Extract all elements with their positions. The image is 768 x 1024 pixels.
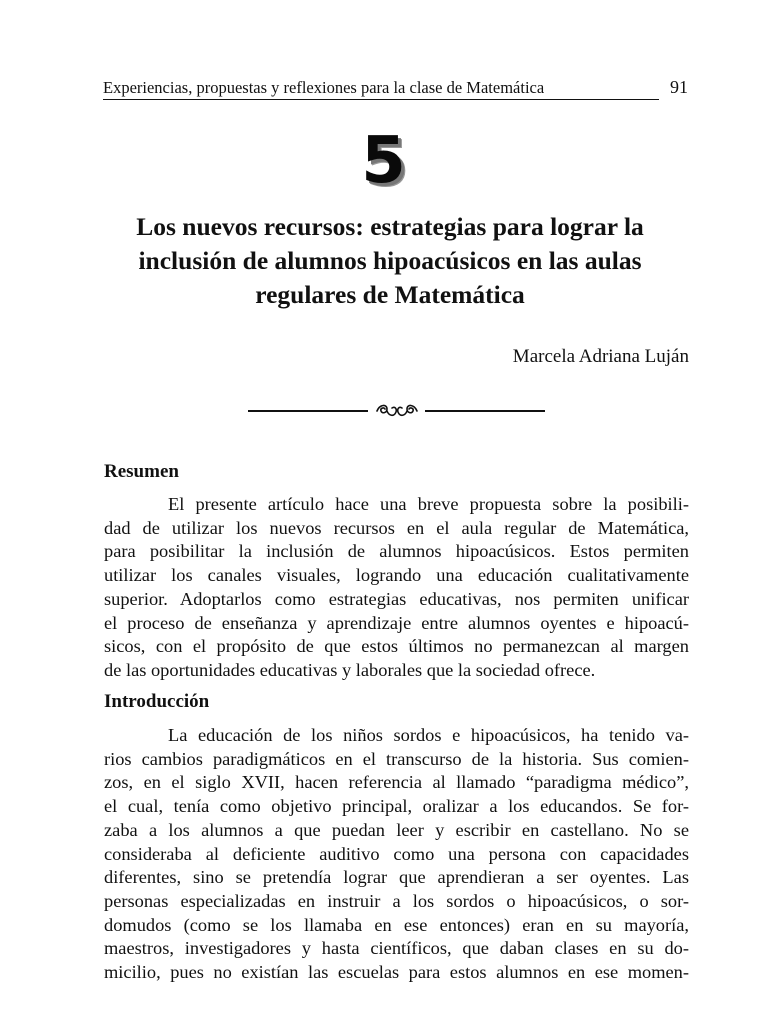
text-line: maestros, investigadores y hasta científicos, que daban clases en su do- — [104, 938, 689, 959]
text-line: micilio, pues no existían las escuelas para estos alumnos en ese momen- — [104, 962, 689, 983]
running-header — [103, 78, 688, 102]
section-heading-introduccion: Introducción — [104, 691, 210, 712]
text-line: utilizar los canales visuales, logrando una educación cualitativamente — [104, 565, 689, 586]
text-line: dad de utilizar los nuevos recursos en el aula regular de Matemática, — [104, 517, 689, 538]
text-line: sicos, con el propósito de que estos últimos no permanezcan al margen — [104, 636, 689, 657]
chapter-title-line: inclusión de alumnos hipoacúsicos en las aulas — [138, 246, 642, 275]
text-line: para posibilitar la inclusión de alumnos hipoacúsicos. Estos permiten — [104, 541, 689, 562]
text-line: el proceso de enseñanza y aprendizaje entre alumnos oyentes e hipoacú- — [104, 612, 689, 633]
chapter-number: 5 — [361, 124, 407, 198]
text-line: La educación de los niños sordos e hipoacúsicos, ha tenido va- — [168, 725, 689, 745]
page-number: 91 — [670, 77, 688, 97]
fleuron-ornament-icon — [375, 400, 419, 422]
text-line: zos, en el siglo XVII, hacen referencia al llamado “paradigma médico”, — [104, 772, 689, 793]
text-line: personas especializadas en instruir a los sordos o hipoacúsicos, o sor- — [104, 890, 689, 911]
chapter-title-line: regulares de Matemática — [255, 280, 525, 309]
header-rule — [103, 99, 659, 100]
chapter-title — [90, 210, 690, 312]
resumen-paragraph — [104, 493, 689, 683]
text-line: el cual, tenía como objetivo principal, oralizar a los educandos. Se for- — [104, 796, 689, 817]
text-line: rios cambios paradigmáticos en el transcurso de la historia. Sus comien- — [104, 748, 689, 769]
divider-line-right — [425, 410, 545, 412]
text-line: consideraba al deficiente auditivo como una persona con capacidades — [104, 843, 689, 864]
section-heading-resumen: Resumen — [104, 461, 179, 482]
text-line: El presente artículo hace una breve propuesta sobre la posibili- — [168, 494, 689, 514]
divider-line-left — [248, 410, 368, 412]
text-line: de las oportunidades educativas y laborales que la sociedad ofrece. — [104, 659, 596, 680]
section-divider — [248, 399, 545, 423]
text-line: superior. Adoptarlos como estrategias educativas, nos permiten unificar — [104, 588, 689, 609]
text-line: domudos (como se los llamaba en ese entonces) eran en su mayoría, — [104, 914, 689, 935]
text-line: zaba a los alumnos a que puedan leer y escribir en castellano. No se — [104, 819, 689, 840]
introduccion-paragraph — [104, 724, 689, 985]
chapter-title-line: Los nuevos recursos: estrategias para lograr la — [136, 212, 644, 241]
text-line: diferentes, sino se pretendía lograr que aprendieran a ser oyentes. Las — [104, 867, 689, 888]
running-header-title: Experiencias, propuestas y reflexiones para la clase de Matemática — [103, 78, 545, 97]
author-name: Marcela Adriana Luján — [512, 346, 689, 367]
